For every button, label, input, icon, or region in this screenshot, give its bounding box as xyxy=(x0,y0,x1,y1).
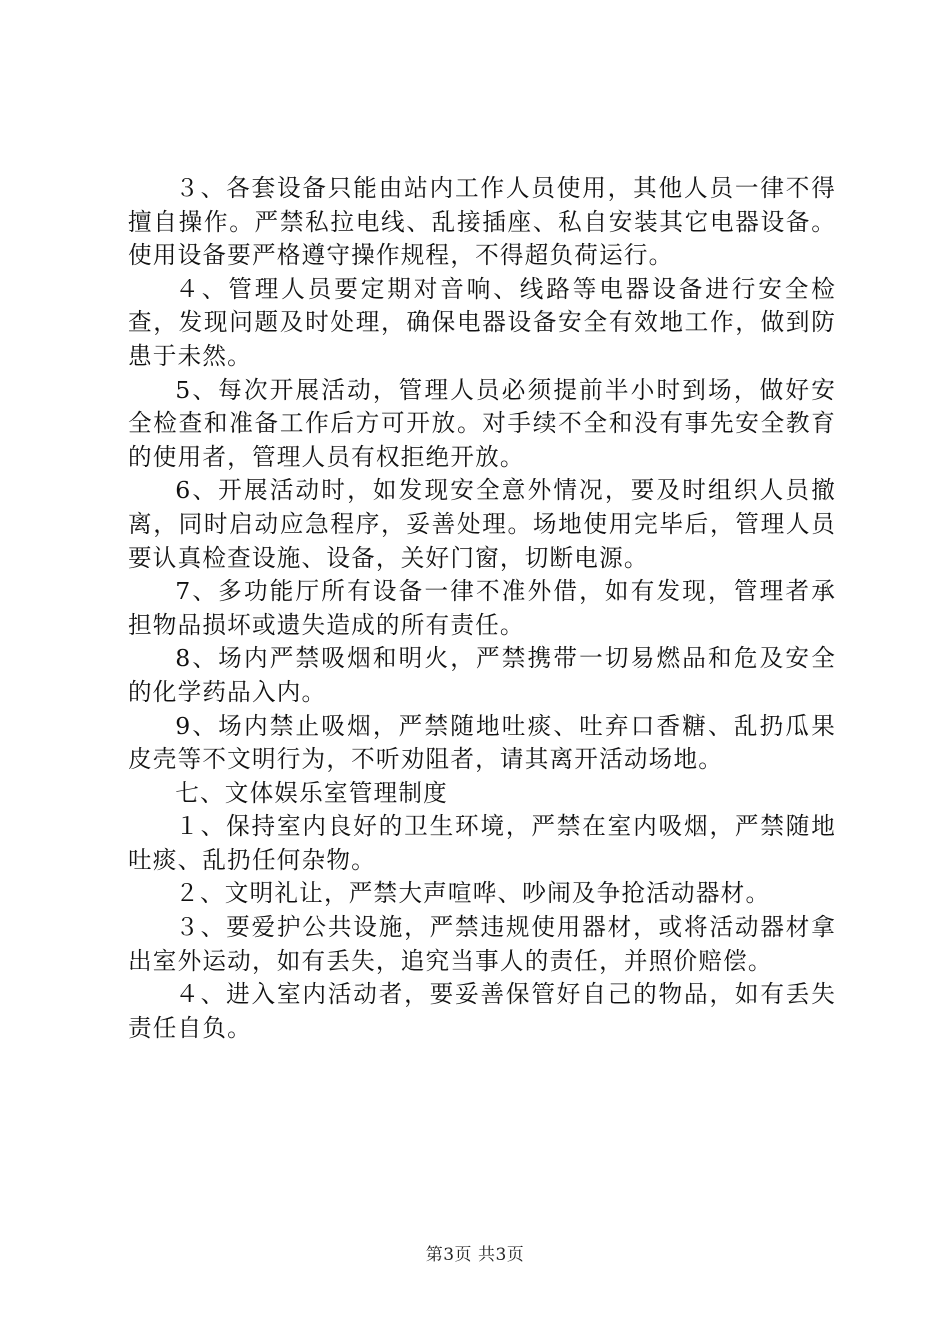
paragraph-no-fire: 8、场内严禁吸烟和明火，严禁携带一切易燃品和危及安全的化学药品入内。 xyxy=(128,644,836,706)
paragraph-civil-behavior: 9、场内禁止吸烟，严禁随地吐痰、吐弃口香糖、乱扔瓜果皮壳等不文明行为，不听劝阻者，请其离开活动场地。 xyxy=(128,711,836,774)
section-heading-recreation-room: 七、文体娱乐室管理制度 xyxy=(175,778,448,807)
paragraph-courtesy: ２、文明礼让，严禁大声喧哗、吵闹及争抢活动器材。 xyxy=(175,879,771,908)
paragraph-safety-inspection: ４、管理人员要定期对音响、线路等电器设备进行安全检查，发现问题及时处理，确保电器设备安全有效地工作，做到防患于未然。 xyxy=(128,274,836,370)
document-body xyxy=(128,172,836,1045)
paragraph-activity-preparation: 5、每次开展活动，管理人员必须提前半小时到场，做好安全检查和准备工作后方可开放。对手续不全和没有事先安全教育的使用者，管理人员有权拒绝开放。 xyxy=(128,375,836,471)
paragraph-hygiene: １、保持室内良好的卫生环境，严禁在室内吸烟，严禁随地吐痰、乱扔任何杂物。 xyxy=(128,812,836,874)
paragraph-protect-facilities: ３、要爱护公共设施，严禁违规使用器材，或将活动器材拿出室外运动，如有丢失，追究当事人的责任，并照价赔偿。 xyxy=(128,913,836,975)
paragraph-personal-belongings: ４、进入室内活动者，要妥善保管好自己的物品，如有丢失责任自负。 xyxy=(128,980,836,1042)
paragraph-equipment-usage: ３、各套设备只能由站内工作人员使用，其他人员一律不得擅自操作。严禁私拉电线、乱接插座、私自安装其它电器设备。使用设备要严格遵守操作规程，不得超负荷运行。 xyxy=(128,174,836,270)
page-number-footer: 第3页 共3页 xyxy=(425,1245,525,1265)
paragraph-no-lending: 7、多功能厅所有设备一律不准外借，如有发现，管理者承担物品损坏或遗失造成的所有责任。 xyxy=(128,577,836,639)
paragraph-emergency-handling: 6、开展活动时，如发现安全意外情况，要及时组织人员撤离，同时启动应急程序，妥善处理。场地使用完毕后，管理人员要认真检查设施、设备，关好门窗，切断电源。 xyxy=(128,476,836,572)
